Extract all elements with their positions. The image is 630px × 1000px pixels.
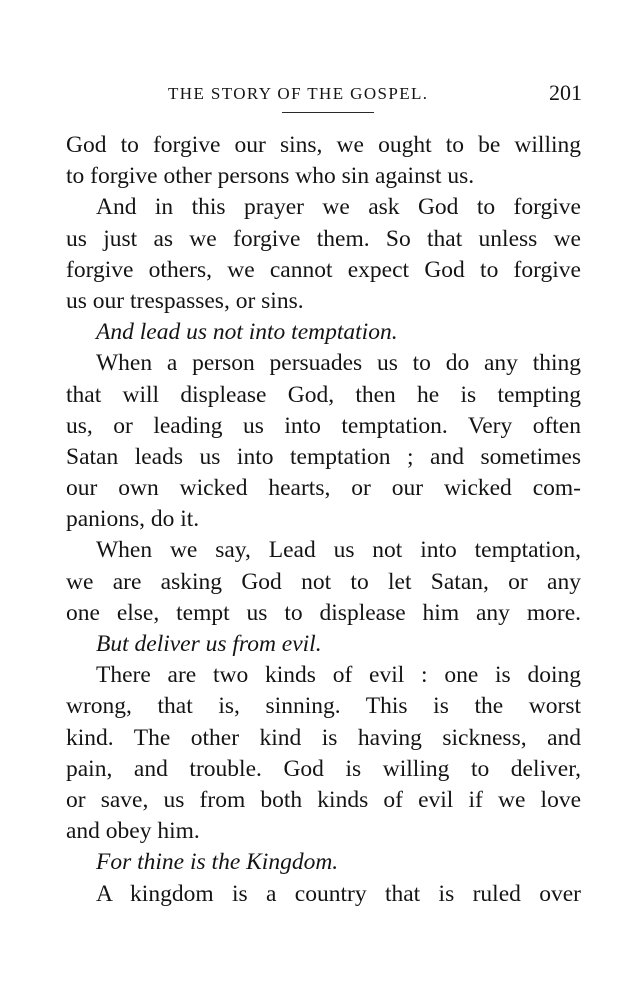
header-rule — [282, 112, 374, 113]
text-line: or save, us from both kinds of evil if we love — [66, 786, 581, 813]
text-line: our own wicked hearts, or our wicked com- — [66, 475, 581, 502]
body-text — [66, 130, 581, 910]
text-line: forgive others, we cannot expect God to forgive — [66, 256, 581, 283]
text-line: and obey him. — [66, 818, 200, 845]
text-line: kind. The other kind is having sickness, and — [66, 724, 581, 751]
text-line: us our trespasses, or sins. — [66, 287, 304, 314]
text-line: And in this prayer we ask God to forgive — [96, 194, 581, 221]
running-title: THE STORY OF THE GOSPEL. — [168, 84, 429, 103]
text-line: we are asking God not to let Satan, or any — [66, 568, 581, 595]
running-header — [0, 78, 630, 108]
text-line: pain, and trouble. God is willing to deliver, — [66, 755, 581, 782]
text-line: us just as we forgive them. So that unless we — [66, 225, 581, 252]
text-line: A kingdom is a country that is ruled over — [96, 880, 581, 907]
section-heading-line: But deliver us from evil. — [96, 631, 322, 657]
text-line: wrong, that is, sinning. This is the worst — [66, 693, 581, 720]
text-line: to forgive other persons who sin against us. — [66, 163, 475, 190]
text-line: that will displease God, then he is tempting — [66, 381, 581, 408]
text-line: When we say, Lead us not into temptation, — [96, 537, 581, 564]
text-line: God to forgive our sins, we ought to be willing — [66, 132, 581, 158]
text-line: one else, tempt us to displease him any more. — [66, 599, 581, 626]
page-number: 201 — [549, 80, 582, 105]
text-line: Satan leads us into temptation ; and sometimes — [66, 443, 581, 470]
section-heading-line: And lead us not into temptation. — [96, 319, 398, 346]
text-line: There are two kinds of evil : one is doing — [96, 662, 581, 689]
text-line: When a person persuades us to do any thing — [96, 350, 581, 377]
section-heading-line: For thine is the Kingdom. — [96, 849, 339, 876]
text-line: us, or leading us into temptation. Very often — [66, 412, 581, 439]
text-line: panions, do it. — [66, 506, 200, 533]
